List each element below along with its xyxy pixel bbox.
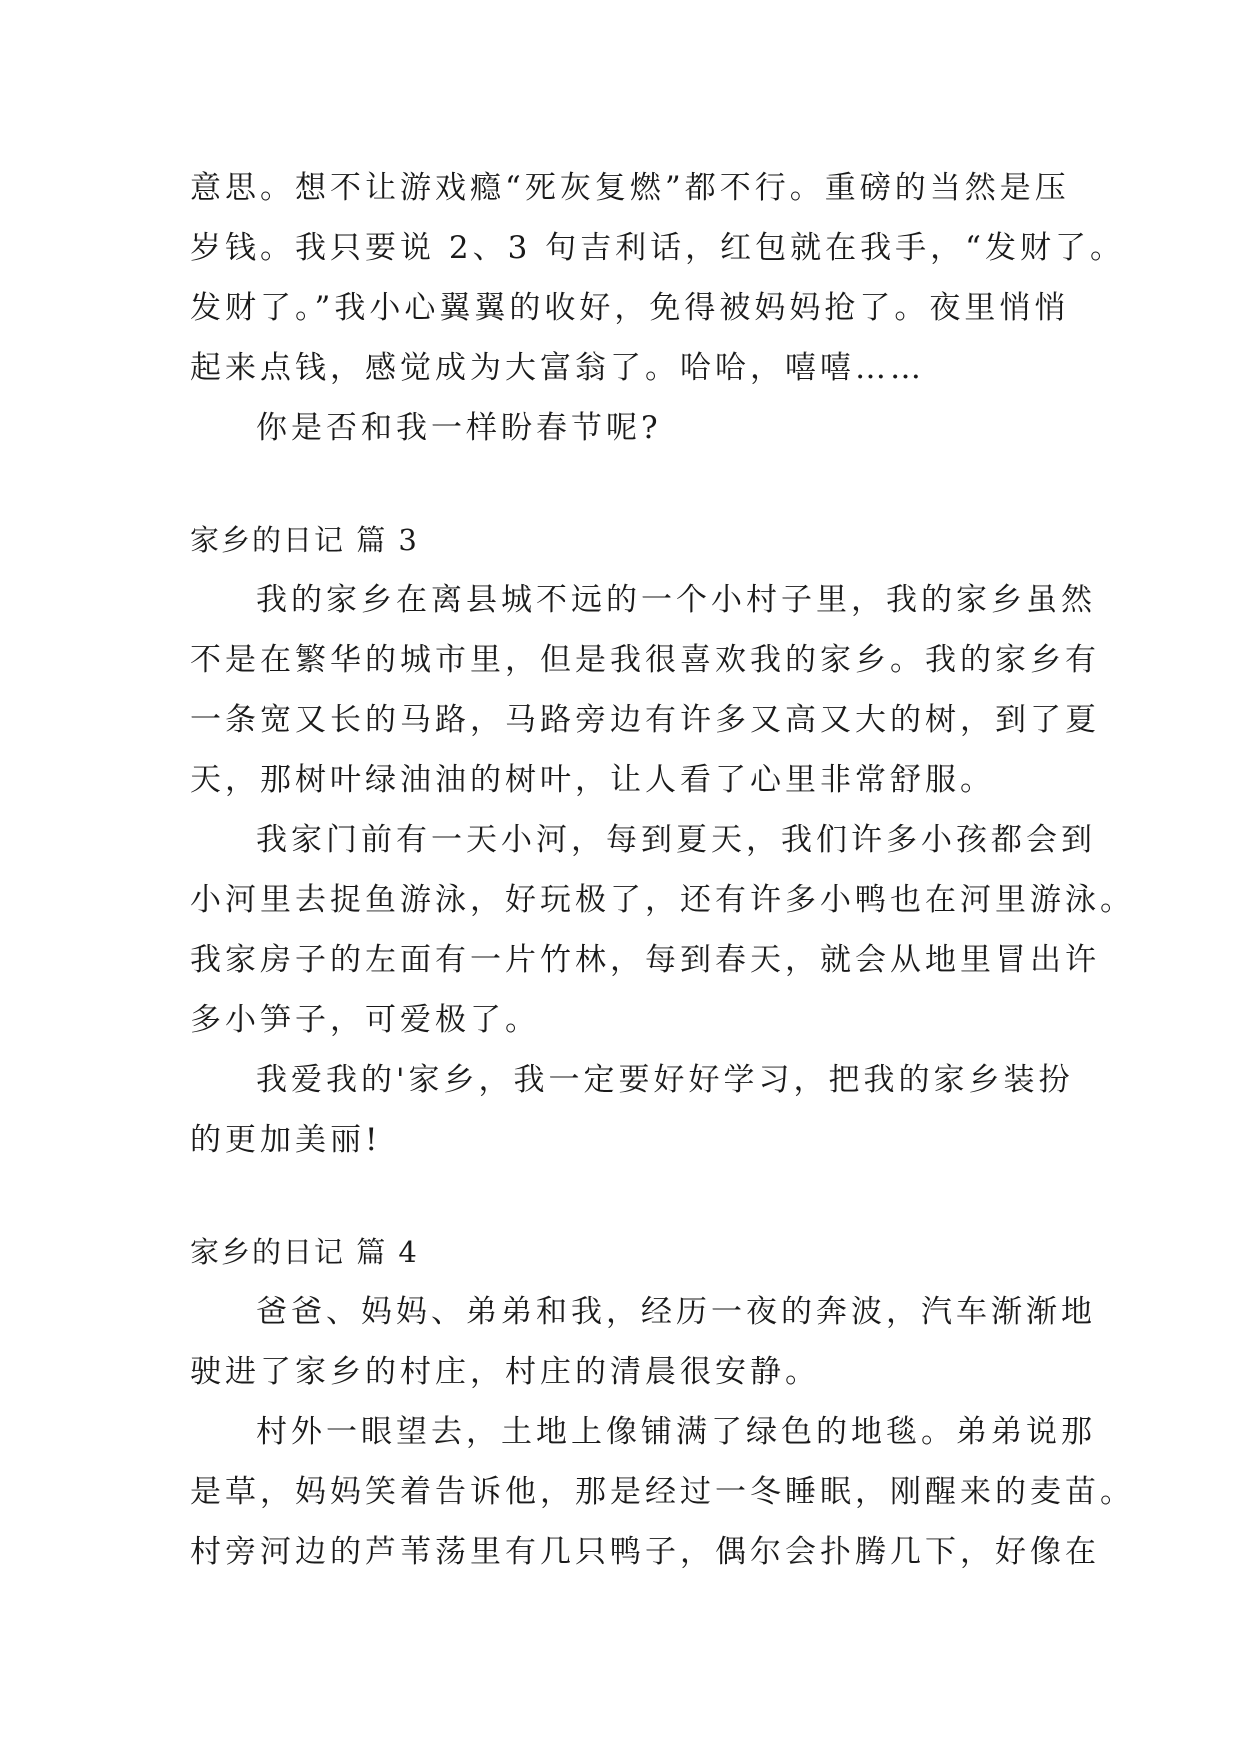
text-line: 岁钱。我只要说 2、3 句吉利话，红包就在我手，“发财了。 xyxy=(190,230,1125,266)
text-line: 驶进了家乡的村庄，村庄的清晨很安静。 xyxy=(190,1354,820,1390)
closing-question: 你是否和我一样盼春节呢? xyxy=(256,410,662,446)
text-line: 我家门前有一天小河，每到夏天，我们许多小孩都会到 xyxy=(256,822,1096,858)
text-line: 的更加美丽! xyxy=(190,1122,382,1158)
document-body xyxy=(190,158,1135,1582)
section3-paragraph-3 xyxy=(190,1050,1074,1170)
section3-paragraph-1 xyxy=(190,570,1100,810)
section-title-3: 家乡的日记 篇 3 xyxy=(190,523,419,557)
section3-paragraph-2 xyxy=(190,810,1135,1050)
text-line: 一条宽又长的马路，马路旁边有许多又高又大的树，到了夏 xyxy=(190,702,1100,738)
section4-paragraph-1 xyxy=(190,1282,1096,1402)
text-line: 小河里去捉鱼游泳，好玩极了，还有许多小鸭也在河里游泳。 xyxy=(190,882,1135,918)
section-gap xyxy=(190,1170,1070,1222)
paragraph-prev xyxy=(190,158,1125,398)
text-line: 起来点钱，感觉成为大富翁了。哈哈，嘻嘻…… xyxy=(190,350,925,386)
text-line: 村外一眼望去，土地上像铺满了绿色的地毯。弟弟说那 xyxy=(256,1414,1096,1450)
text-line: 村旁河边的芦苇荡里有几只鸭子，偶尔会扑腾几下，好像在 xyxy=(190,1534,1100,1570)
text-line: 我的家乡在离县城不远的一个小村子里，我的家乡虽然 xyxy=(256,582,1096,618)
text-line: 不是在繁华的城市里，但是我很喜欢我的家乡。我的家乡有 xyxy=(190,642,1100,678)
section-title-4: 家乡的日记 篇 4 xyxy=(190,1235,419,1269)
text-line: 意思。想不让游戏瘾“死灰复燃”都不行。重磅的当然是压 xyxy=(190,170,1070,206)
text-line: 我爱我的'家乡，我一定要好好学习，把我的家乡装扮 xyxy=(256,1062,1074,1098)
section4-paragraph-2 xyxy=(190,1402,1135,1582)
text-line: 多小笋子，可爱极了。 xyxy=(190,1002,540,1038)
text-line: 是草，妈妈笑着告诉他，那是经过一冬睡眠，刚醒来的麦苗。 xyxy=(190,1474,1135,1510)
section-gap xyxy=(190,458,1070,510)
text-line: 爸爸、妈妈、弟弟和我，经历一夜的奔波，汽车渐渐地 xyxy=(256,1294,1096,1330)
text-line: 发财了。”我小心翼翼的收好，免得被妈妈抢了。夜里悄悄 xyxy=(190,290,1070,326)
text-line: 我家房子的左面有一片竹林，每到春天，就会从地里冒出许 xyxy=(190,942,1100,978)
text-line: 天，那树叶绿油油的树叶，让人看了心里非常舒服。 xyxy=(190,762,995,798)
